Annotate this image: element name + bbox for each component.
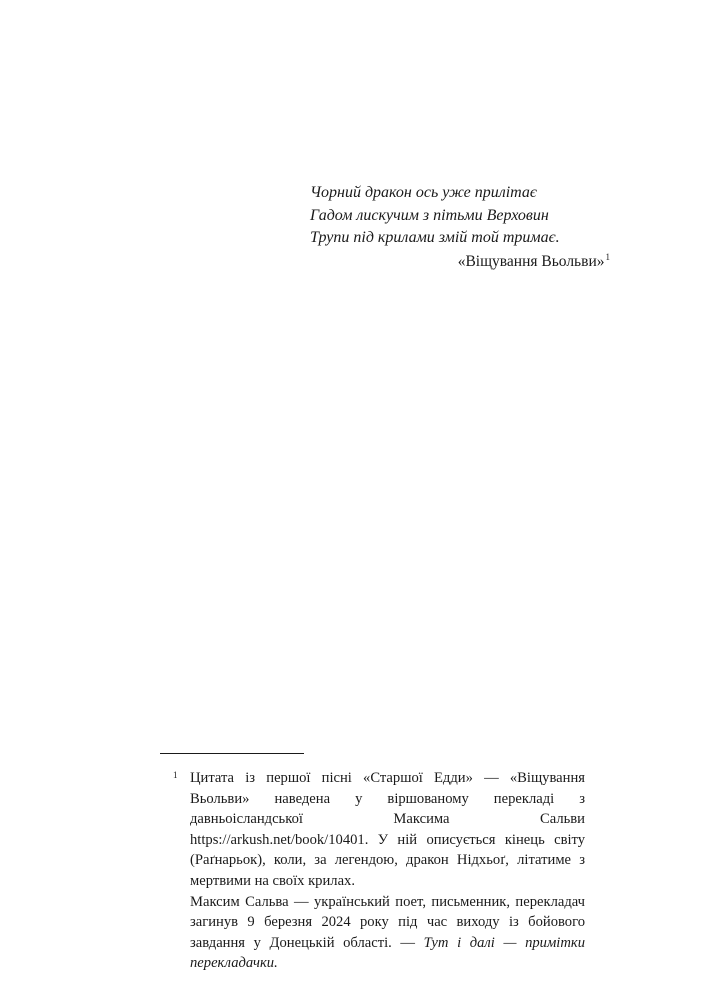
footnote-paragraph-2 (160, 892, 585, 974)
epigraph (310, 182, 610, 250)
footnote-divider (160, 753, 304, 754)
footnote (160, 768, 585, 974)
footnote-reference: 1 (605, 251, 610, 262)
footnote-translator-note: Тут і далі — примітки перекладачки. (190, 934, 585, 972)
epigraph-line-3: Трупи під крилами змій той тримає. (310, 229, 560, 246)
epigraph-attribution (458, 253, 610, 271)
footnote-paragraph-1: Цитата із першої пісні «Старшої Едди» — «Віщування Вьольви» наведена у віршованому перекладі з давньоісландської Максима Сальви https://arkush.net/book/10401. У ній описується кінець світу (Раґнарьок), коли, за легендою, дракон Нідхьоґ, літатиме з мертвими на своїх крилах. (190, 770, 585, 889)
footnote-paragraph-1-wrap (160, 768, 585, 892)
epigraph-line-1: Чорний дракон ось уже прилітає (310, 184, 537, 201)
epigraph-line-2: Гадом лискучим з пітьми Верховин (310, 206, 549, 224)
attribution-text: «Віщування Вьольви» (457, 253, 605, 270)
footnote-marker: 1 (173, 770, 178, 780)
footnote-paragraph-2-text: Максим Сальва — український поет, письменник, перекладач загинув 9 березня 2024 року під час виходу із бойового завдання у Донецькій області. — (190, 893, 585, 951)
